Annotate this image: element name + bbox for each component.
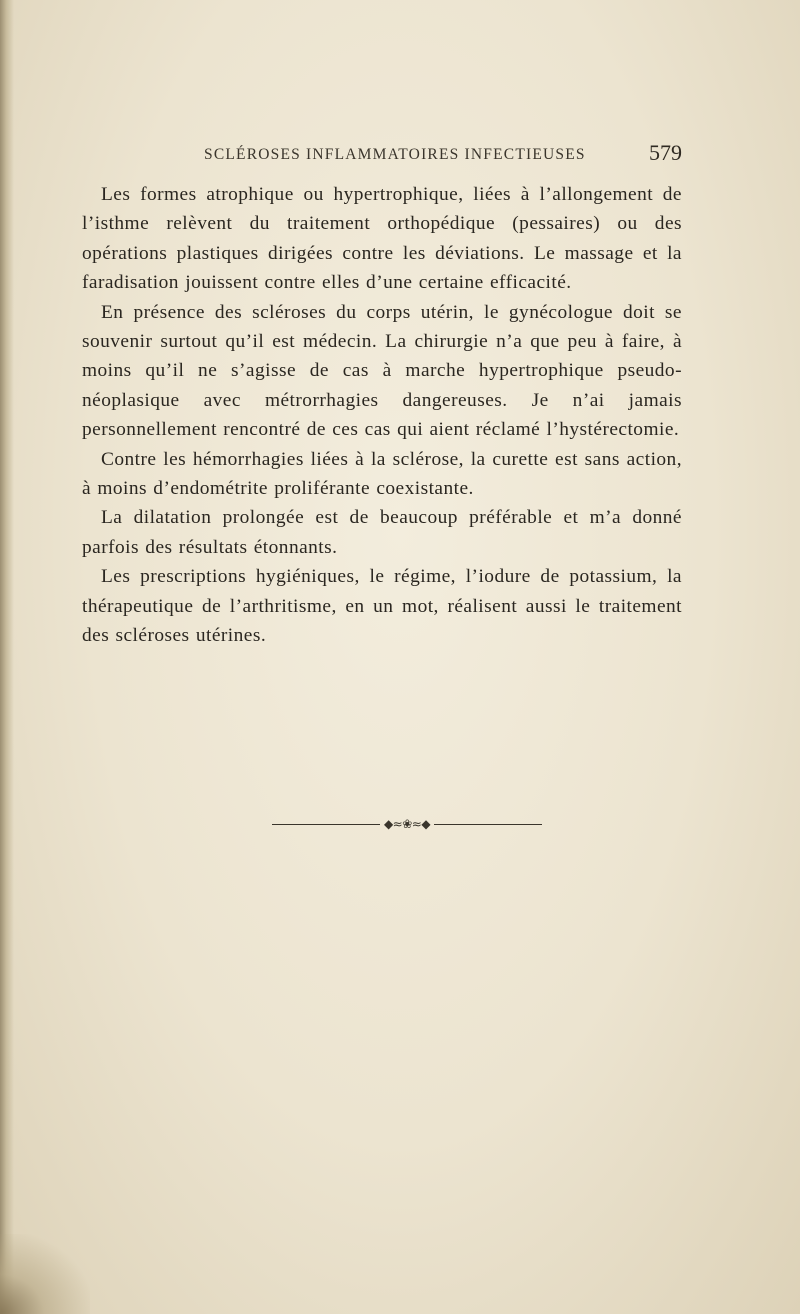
body-text	[82, 180, 682, 651]
page-header	[82, 140, 682, 170]
paragraph-1: Les formes atrophique ou hypertrophique, liées à l’allongement de l’isthme relèvent du traitement orthopédique (pessaires) ou des opérations plastiques dirigées contre les déviations. Le massage et la faradisation jouissent contre elles d’une certaine efficacité.	[82, 184, 682, 294]
paragraph-3: Contre les hémorrhagies liées à la sclérose, la curette est sans action, à moins d’endométrite proliférante coexistante.	[82, 448, 682, 500]
page-number: 579	[649, 140, 682, 165]
paragraph-2: En présence des scléroses du corps utérin, le gynécologue doit se souvenir surtout qu’il est médecin. La chirurgie n’a que peu à faire, à moins qu’il ne s’agisse de cas à marche hypertrophique pseudo-néoplasique avec métrorrhagies dangereuses. Je n’ai jamais personnellement rencontré de ces cas qui aient réclamé l’hystérectomie.	[82, 301, 682, 441]
ornament-rule-left	[272, 824, 380, 825]
ornament-rule-right	[434, 824, 542, 825]
fleuron-icon: ◆≈❀≈◆	[383, 817, 431, 831]
page-binding-edge	[0, 0, 14, 1314]
paragraph-5: Les prescriptions hygiéniques, le régime, l’iodure de potassium, la thérapeutique de l’arthritisme, en un mot, réalisent aussi le traitement des scléroses utérines.	[82, 566, 682, 647]
page-corner-shadow	[0, 1234, 90, 1314]
running-title: SCLÉROSES INFLAMMATOIRES INFECTIEUSES	[204, 146, 586, 163]
paragraph-4: La dilatation prolongée est de beaucoup préférable et m’a donné parfois des résultats étonnants.	[82, 507, 682, 558]
end-ornament	[272, 814, 542, 834]
